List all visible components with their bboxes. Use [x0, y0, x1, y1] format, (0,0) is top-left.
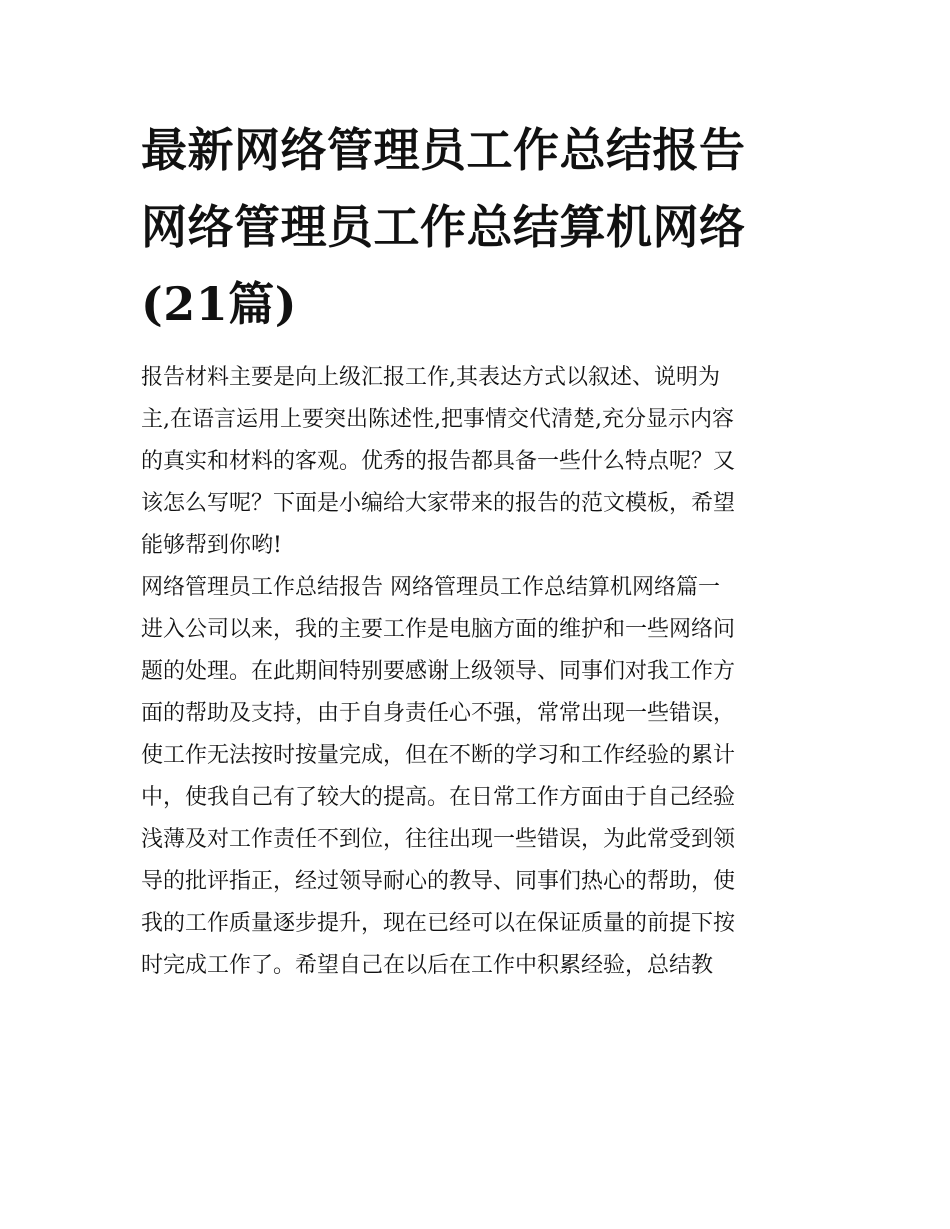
body-line: 面的帮助及支持，由于自身责任心不强，常常出现一些错误， — [141, 701, 736, 726]
body-line: 时完成工作了。希望自己在以后在工作中积累经验，总结教 — [141, 953, 714, 978]
title-line: 最新网络管理员工作总结报告 — [141, 123, 746, 177]
title-line: 网络管理员工作总结算机网络 — [141, 200, 746, 254]
intro-line: 报告材料主要是向上级汇报工作,其表达方式以叙述、说明为 — [141, 365, 720, 390]
section-heading: 网络管理员工作总结报告 网络管理员工作总结算机网络篇一 — [141, 575, 720, 600]
body-line: 中，使我自己有了较大的提高。在日常工作方面由于自己经验 — [141, 785, 736, 810]
intro-line: 该怎么写呢？下面是小编给大家带来的报告的范文模板，希望 — [141, 491, 736, 516]
document-body — [141, 357, 821, 987]
document-page — [141, 112, 821, 987]
document-title — [141, 112, 821, 343]
body-line: 导的批评指正，经过领导耐心的教导、同事们热心的帮助，使 — [141, 869, 736, 894]
body-line: 浅薄及对工作责任不到位，往往出现一些错误，为此常受到领 — [141, 827, 736, 852]
intro-line: 主,在语言运用上要突出陈述性,把事情交代清楚,充分显示内容 — [141, 407, 734, 432]
title-line: (21篇) — [141, 277, 298, 331]
body-line: 进入公司以来，我的主要工作是电脑方面的维护和一些网络问 — [141, 617, 736, 642]
intro-paragraph — [141, 357, 821, 567]
body-paragraph — [141, 609, 821, 987]
body-line: 使工作无法按时按量完成，但在不断的学习和工作经验的累计 — [141, 743, 736, 768]
body-line: 我的工作质量逐步提升，现在已经可以在保证质量的前提下按 — [141, 911, 736, 936]
body-line: 题的处理。在此期间特别要感谢上级领导、同事们对我工作方 — [141, 659, 736, 684]
intro-line: 能够帮到你哟! — [141, 533, 282, 558]
intro-line: 的真实和材料的客观。优秀的报告都具备一些什么特点呢？又 — [141, 449, 736, 474]
